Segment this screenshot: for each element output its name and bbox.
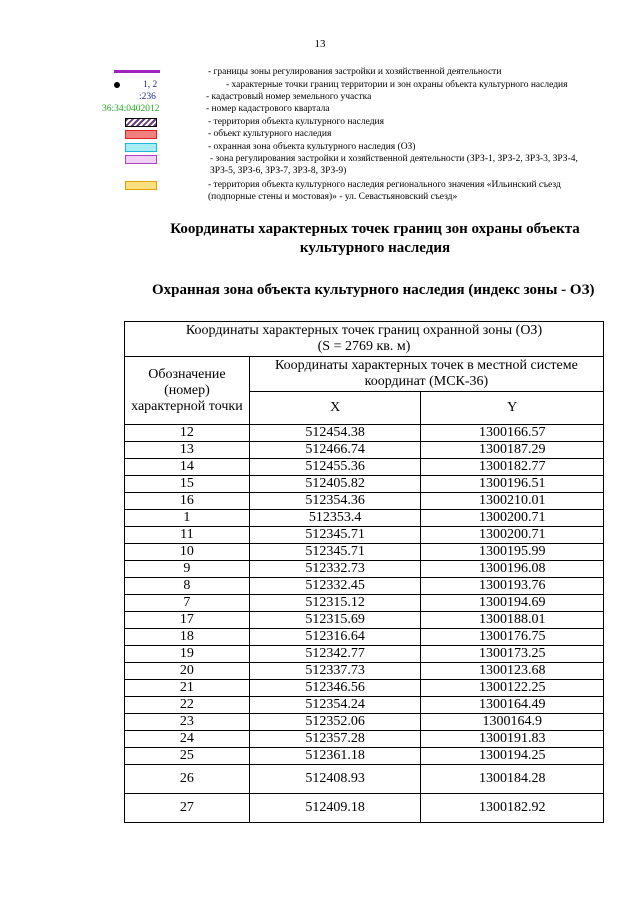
section-subheading: Охранная зона объекта культурного наследия (индекс зоны - ОЗ): [152, 282, 595, 298]
points-label: 1, 2: [143, 80, 158, 90]
table-row: [125, 459, 604, 476]
cell-y: 1300176.75: [421, 629, 604, 646]
cell-y: 1300193.76: [421, 578, 604, 595]
table-row: [125, 442, 604, 459]
cell-y: 1300188.01: [421, 612, 604, 629]
cell-point: 8: [125, 578, 250, 595]
table-row: [125, 493, 604, 510]
cell-point: 23: [125, 714, 250, 731]
yellow-swatch-icon: [125, 181, 157, 190]
legend-text: - номер кадастрового квартала: [206, 104, 330, 114]
cell-y: 1300196.08: [421, 561, 604, 578]
legend-text: - границы зоны регулирования застройки и хозяйственной деятельности: [208, 67, 502, 77]
table-caption: Координаты характерных точек границ охранной зоны (ОЗ) (S = 2769 кв. м): [125, 322, 604, 357]
table-row: [125, 748, 604, 765]
table-row: [125, 612, 604, 629]
cell-x: 512352.06: [249, 714, 421, 731]
legend-row-zone-boundary: [0, 66, 640, 79]
cell-y: 1300123.68: [421, 663, 604, 680]
table-row: [125, 629, 604, 646]
cell-y: 1300164.49: [421, 697, 604, 714]
cell-point: 18: [125, 629, 250, 646]
cell-y: 1300173.25: [421, 646, 604, 663]
cell-x: 512353.4: [249, 510, 421, 527]
cell-y: 1300182.77: [421, 459, 604, 476]
legend-text: - зона регулирования застройки и хозяйственной деятельности (ЗРЗ-1, ЗРЗ-2, ЗРЗ-3, ЗРЗ-4, ЗРЗ-5, ЗРЗ-6, ЗРЗ-7, ЗРЗ-8, ЗРЗ-9): [210, 154, 578, 176]
cell-point: 12: [125, 425, 250, 442]
cell-y: 1300194.69: [421, 595, 604, 612]
cell-point: 25: [125, 748, 250, 765]
table-row: [125, 510, 604, 527]
cell-point: 15: [125, 476, 250, 493]
cell-y: 1300184.28: [421, 765, 604, 794]
cell-point: 10: [125, 544, 250, 561]
cell-y: 1300200.71: [421, 527, 604, 544]
table-row: [125, 697, 604, 714]
purple-line-icon: [100, 66, 200, 79]
legend-text: - объект культурного наследия: [208, 129, 332, 139]
cell-y: 1300191.83: [421, 731, 604, 748]
cell-x: 512354.24: [249, 697, 421, 714]
cell-x: 512315.12: [249, 595, 421, 612]
cell-point: 16: [125, 493, 250, 510]
cell-x: 512332.45: [249, 578, 421, 595]
hatch-swatch-icon: [125, 118, 157, 127]
cell-point: 26: [125, 765, 250, 794]
legend-text: - территория объекта культурного наследия регионального значения «Ильинский съезд (подпорные стены и мостовая)» - ул. Севастьяновский съезд»: [208, 180, 561, 202]
cell-y: 1300200.71: [421, 510, 604, 527]
table-row: [125, 794, 604, 823]
cell-y: 1300182.92: [421, 794, 604, 823]
cell-point: 19: [125, 646, 250, 663]
legend-row-regulation-zone: [0, 153, 640, 179]
cell-y: 1300187.29: [421, 442, 604, 459]
cell-x: 512466.74: [249, 442, 421, 459]
cell-y: 1300194.25: [421, 748, 604, 765]
cadastral-quarter-label: 36:34:0402012: [102, 104, 160, 114]
table-row: [125, 680, 604, 697]
cyan-swatch-icon: [125, 143, 157, 152]
table-row: [125, 595, 604, 612]
table-row: [125, 646, 604, 663]
legend-text: - охранная зона объекта культурного наследия (ОЗ): [208, 142, 416, 152]
cell-point: 17: [125, 612, 250, 629]
cell-x: 512346.56: [249, 680, 421, 697]
cell-y: 1300210.01: [421, 493, 604, 510]
header-point: Обозначение (номер) характерной точки: [125, 357, 250, 425]
table-row: [125, 731, 604, 748]
table-row: [125, 663, 604, 680]
page-heading: Координаты характерных точек границ зон охраны объекта культурного наследия: [170, 221, 580, 256]
cell-point: 9: [125, 561, 250, 578]
cell-y: 1300195.99: [421, 544, 604, 561]
cell-y: 1300196.51: [421, 476, 604, 493]
cell-point: 11: [125, 527, 250, 544]
legend-row-regional-heritage: [0, 179, 640, 205]
cell-x: 512316.64: [249, 629, 421, 646]
cell-y: 1300166.57: [421, 425, 604, 442]
table-row: [125, 527, 604, 544]
table-row: [125, 561, 604, 578]
legend-text: - территория объекта культурного наследия: [208, 117, 384, 127]
header-coordinates: Координаты характерных точек в местной системе координат (МСК-36): [249, 357, 603, 392]
cell-point: 21: [125, 680, 250, 697]
cell-y: 1300164.9: [421, 714, 604, 731]
dot-icon: [114, 82, 120, 88]
cell-x: 512357.28: [249, 731, 421, 748]
cell-x: 512345.71: [249, 527, 421, 544]
cell-x: 512315.69: [249, 612, 421, 629]
header-x: X: [249, 392, 421, 425]
cell-x: 512455.36: [249, 459, 421, 476]
cell-x: 512454.38: [249, 425, 421, 442]
table-row: [125, 476, 604, 493]
table-row: [125, 425, 604, 442]
header-y: Y: [421, 392, 604, 425]
violet-swatch-icon: [125, 155, 157, 164]
table-row: [125, 765, 604, 794]
table-caption-row: [125, 322, 604, 357]
table-row: [125, 544, 604, 561]
legend-row-cadastral-quarter: [0, 103, 640, 116]
cell-x: 512405.82: [249, 476, 421, 493]
cell-point: 13: [125, 442, 250, 459]
cell-x: 512342.77: [249, 646, 421, 663]
cell-point: 24: [125, 731, 250, 748]
legend-text: - кадастровый номер земельного участка: [206, 92, 372, 102]
cell-x: 512337.73: [249, 663, 421, 680]
table-body: [125, 425, 604, 823]
cell-x: 512332.73: [249, 561, 421, 578]
cadastral-number-label: :236: [139, 92, 156, 102]
cell-point: 20: [125, 663, 250, 680]
cell-x: 512354.36: [249, 493, 421, 510]
cell-point: 14: [125, 459, 250, 476]
legend-row-heritage-object: [0, 128, 640, 141]
cell-y: 1300122.25: [421, 680, 604, 697]
cell-x: 512361.18: [249, 748, 421, 765]
page-number: 13: [314, 38, 326, 50]
cell-point: 1: [125, 510, 250, 527]
legend-text: - характерные точки границ территории и зон охраны объекта культурного наследия: [226, 80, 568, 90]
cell-point: 7: [125, 595, 250, 612]
cell-x: 512409.18: [249, 794, 421, 823]
coordinates-table: [124, 321, 604, 823]
table-row: [125, 578, 604, 595]
cell-point: 22: [125, 697, 250, 714]
cell-x: 512345.71: [249, 544, 421, 561]
table-row: [125, 714, 604, 731]
red-swatch-icon: [125, 130, 157, 139]
table-header-row: [125, 357, 604, 392]
cell-point: 27: [125, 794, 250, 823]
cell-x: 512408.93: [249, 765, 421, 794]
